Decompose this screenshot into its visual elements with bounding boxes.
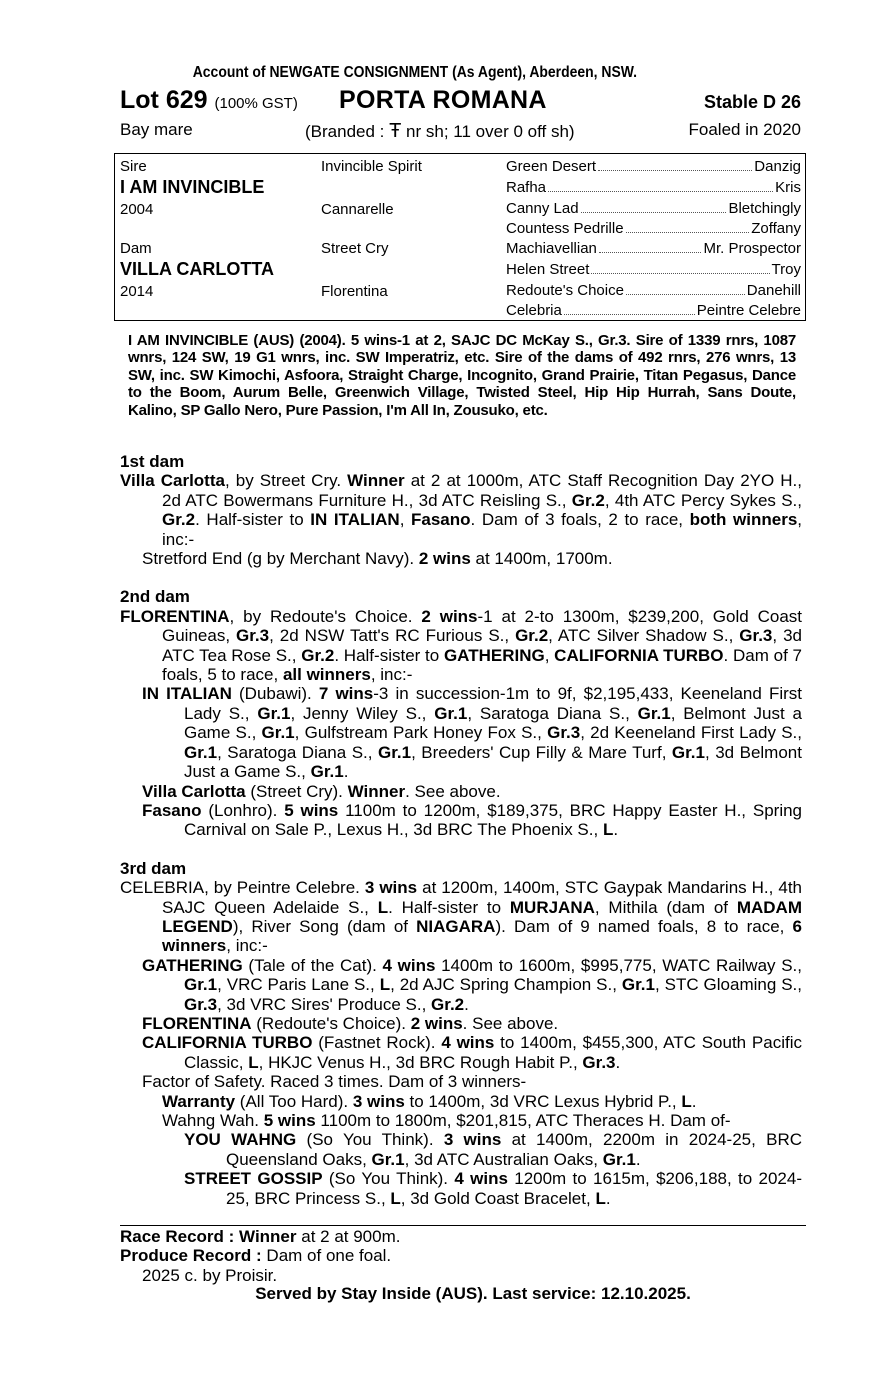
pedigree-table: [114, 153, 806, 321]
sire-summary: I AM INVINCIBLE (AUS) (2004). 5 wins-1 at 2, SAJC DC McKay S., Gr.3. Sire of 1339 rnrs, 1087 wnrs, 124 SW, 19 G1 wnrs, inc. SW Imperatriz, etc. Sire of the dams of 492 rnrs, 276 wnrs, 13 SW, inc. SW Kimochi, Asfoora, Straight Charge, Incognito, Grand Prairie, Titan Pegasus, Dance to the Boom, Aurum Belle, Greenwich Village, Twisted Steel, Hip Hip Hurrah, Sans Doute, Kalino, SP Gallo Nero, Pure Passion, I'm All In, Zousuko, etc.: [128, 332, 796, 419]
lot-label: Lot 629: [120, 86, 208, 114]
stable-location: Stable D 26: [703, 92, 801, 112]
sire-year: 2004: [120, 201, 154, 218]
brand-mark-icon: Ŧ: [389, 120, 402, 142]
progeny-entry: Fasano (Lonhro). 5 wins 1100m to 1200m, $189,375, BRC Happy Easter H., Spring Carnival on Sale P., Lexus H., 3d BRC The Phoenix S., L.: [142, 800, 803, 840]
service-note: Served by Stay Inside (AUS). Last service: 12.10.2025.: [255, 1284, 691, 1303]
grandparent-row: Rafha Kris: [506, 179, 801, 196]
race-record: Race Record : Winner at 2 at 900m.: [120, 1227, 401, 1246]
progeny-entry: GATHERING (Tale of the Cat). 4 wins 1400m to 1600m, $995,775, WATC Railway S., Gr.1, VRC Paris Lane S., L, 2d AJC Spring Champion S., Gr.1, STC Gloaming S., Gr.3, 3d VRC Sires' Produce S., Gr.2.: [142, 955, 802, 1014]
sire-label: Sire: [120, 158, 147, 175]
divider: [120, 1225, 806, 1226]
sire-name: I AM INVINCIBLE: [120, 177, 265, 197]
dam-label: Dam: [120, 240, 152, 257]
progeny-entry: IN ITALIAN (Dubawi). 7 wins-3 in succession-1m to 9f, $2,195,433, Keeneland First Lady S., Gr.1, Jenny Wiley S., Gr.1, Saratoga Diana S., Gr.1, Belmont Just a Game S., Gr.1, Gulfstream Park Honey Fox S., Gr.3, 2d Keeneland First Lady S., Gr.1, Saratoga Diana S., Gr.1, Breeders' Cup Filly & Mare Turf, Gr.1, 3d Belmont Just a Game S., Gr.1.: [142, 684, 803, 782]
grandparent-row: Canny Lad Bletchingly: [506, 200, 801, 217]
grandparent-row: Countess Pedrille Zoffany: [506, 220, 801, 237]
grandparent-row: Celebria Peintre Celebre: [506, 302, 801, 319]
produce-record: Produce Record : Dam of one foal.: [120, 1246, 392, 1265]
brand-info: [305, 120, 575, 143]
grandparent-row: Green Desert Danzig: [506, 158, 801, 175]
horse-sex: Bay mare: [120, 120, 193, 139]
brand-prefix: (Branded :: [305, 122, 390, 141]
third-dam-heading: 3rd dam: [120, 858, 187, 878]
third-dam-paragraph: CELEBRIA, by Peintre Celebre. 3 wins at 1200m, 1400m, STC Gaypak Mandarins H., 4th SAJC Queen Adelaide S., L. Half-sister to MURJANA, Mithila (dam of MADAM LEGEND), River Song (dam of NIAGARA). Dam of 9 named foals, 8 to race, 6 winners, inc:-: [120, 878, 802, 956]
first-dam-heading: 1st dam: [120, 452, 185, 471]
foal-entry: 2025 c. by Proisir.: [142, 1266, 278, 1285]
family-body: [120, 452, 802, 1208]
first-dam-paragraph: Villa Carlotta, by Street Cry. Winner at 2 at 1000m, ATC Staff Recognition Day 2YO H., 2d ATC Bowermans Furniture H., 3d ATC Reisling S., Gr.2, 4th ATC Percy Sykes S., Gr.2. Half-sister to IN ITALIAN, Fasano. Dam of 3 foals, 2 to race, both winners, inc:-: [120, 471, 803, 549]
brand-suffix: nr sh; 11 over 0 off sh): [401, 122, 575, 141]
sire-dam: Cannarelle: [321, 201, 394, 218]
dam-name: VILLA CARLOTTA: [120, 259, 274, 279]
second-dam-paragraph: FLORENTINA, by Redoute's Choice. 2 wins-1 at 2-to 1300m, $239,200, Gold Coast Guineas, Gr.3, 2d NSW Tatt's RC Furious S., Gr.2, ATC Silver Shadow S., Gr.3, 3d ATC Tea Rose S., Gr.2. Half-sister to GATHERING, CALIFORNIA TURBO. Dam of 7 foals, 5 to race, all winners, inc:-: [120, 606, 803, 685]
grandparent-row: Redoute's Choice Danehill: [506, 282, 801, 299]
progeny-entry: STREET GOSSIP (So You Think). 4 wins 1200m to 1615m, $206,188, to 2024-25, BRC Princess S., L, 3d Gold Coast Bracelet, L.: [184, 1169, 803, 1208]
consignor-line: Account of NEWGATE CONSIGNMENT (As Agent), Aberdeen, NSW.: [192, 64, 638, 81]
sire-sire: Invincible Spirit: [321, 158, 422, 175]
horse-name: PORTA ROMANA: [339, 86, 547, 114]
dam-sire: Street Cry: [321, 240, 389, 257]
grandparent-row: Machiavellian Mr. Prospector: [506, 240, 801, 257]
progeny-entry: Villa Carlotta (Street Cry). Winner. See above.: [142, 781, 501, 801]
lot-number: [120, 86, 298, 115]
progeny-entry: Factor of Safety. Raced 3 times. Dam of 3 winners-: [142, 1072, 527, 1092]
second-dam-heading: 2nd dam: [120, 587, 190, 607]
progeny-entry: YOU WAHNG (So You Think). 3 wins at 1400m, 2200m in 2024-25, BRC Queensland Oaks, Gr.1, 3d ATC Australian Oaks, Gr.1.: [184, 1130, 803, 1169]
progeny-entry: Stretford End (g by Merchant Navy). 2 wins at 1400m, 1700m.: [142, 549, 613, 569]
progeny-entry: FLORENTINA (Redoute's Choice). 2 wins. See above.: [142, 1013, 559, 1033]
gst-note: (100% GST): [214, 95, 298, 112]
dam-dam: Florentina: [321, 283, 388, 300]
foaled-year: Foaled in 2020: [688, 120, 801, 139]
progeny-entry: Warranty (All Too Hard). 3 wins to 1400m, 3d VRC Lexus Hybrid P., L.: [162, 1091, 697, 1111]
dam-year: 2014: [120, 283, 154, 300]
grandparent-row: Helen Street Troy: [506, 261, 801, 278]
progeny-entry: Wahng Wah. 5 wins 1100m to 1800m, $201,815, ATC Theraces H. Dam of-: [162, 1111, 731, 1130]
progeny-entry: CALIFORNIA TURBO (Fastnet Rock). 4 wins to 1400m, $455,300, ATC South Pacific Classic, L, HKJC Venus H., 3d BRC Rough Habit P., Gr.3.: [142, 1033, 802, 1072]
